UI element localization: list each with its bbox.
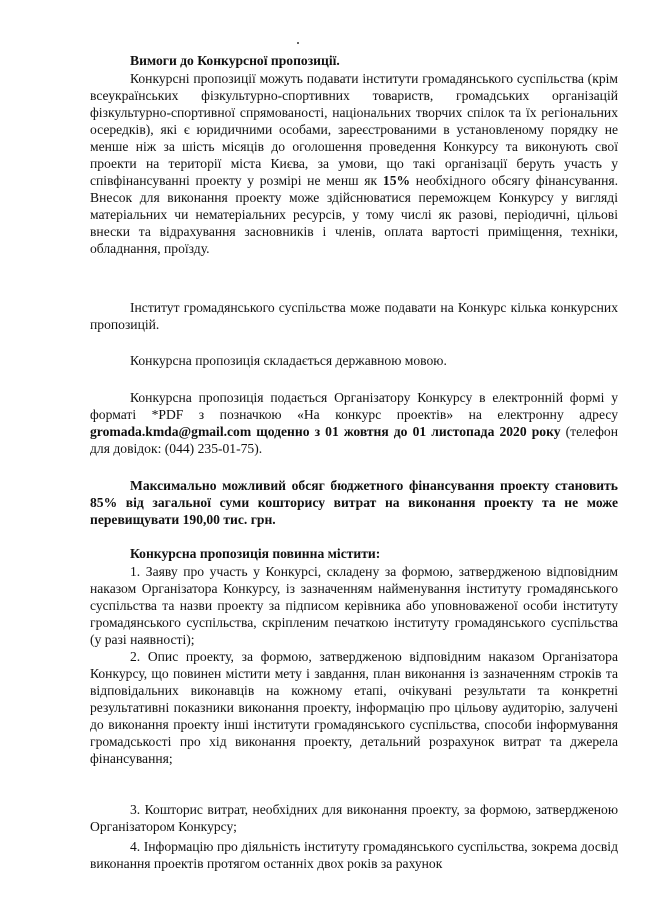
para1-percent: 15%: [382, 173, 411, 188]
paragraph-submission: [90, 389, 618, 457]
scan-speck: [297, 42, 299, 44]
para1-part1: Конкурсні пропозиції можуть подавати інститути громадянського суспільства (крім всеукраїнських фізкультурно-спортивних товариств, громадських організацій фізкультурно-спортивної спрямованості, національних творчих спілок та їх регіональних осередків), які є юридичними особами, зареєстрованими в установленому порядку не менше ніж за шість місяців до оголошення проведення Конкурсу та виконують свої проекти на території міста Києва, за умови, що такі організації беруть участь у співфінансуванні проекту у розмірі не менш як: [90, 71, 618, 188]
list-item-project-description: 2. Опис проекту, за формою, затвердженою відповідним наказом Організатора Конкурсу, що повинен містити мету і завдання, план виконання із зазначенням строків та відповідальних виконавців на кожному етапі, очікувані результати та конкретні результативні показники виконання проекту, інформацію про цільову аудиторію, залучені до виконання проекту інші інститути громадянського суспільства, способи інформування громадськості про хід виконання проекту, детальний розрахунок витрат та джерела фінансування;: [90, 649, 618, 766]
paragraph-eligibility: [90, 70, 618, 257]
submission-dates: щоденно з 01 жовтня до 01 листопада 2020 року: [251, 424, 561, 439]
email-address: gromada.kmda@gmail.com: [90, 424, 252, 439]
list-item-application: 1. Заяву про участь у Конкурсі, складену за формою, затвердженою відповідним наказом Організатора Конкурсу, із зазначенням найменування інституту громадянського суспільства та назви проекту за підписом керівника або уповноваженої особи інституту громадянського суспільства, скріпленим печаткою інституту громадянського суспільства (у разі наявності);: [90, 564, 618, 647]
paragraph-multiple-proposals: Інститут громадянського суспільства може подавати на Конкурс кілька конкурсних пропозицій.: [90, 300, 618, 332]
paragraph-language: Конкурсна пропозиція складається державною мовою.: [130, 353, 447, 368]
phone-info: (телефон для довідок: (044) 235-01-75).: [90, 424, 619, 456]
list-item-budget: 3. Кошторис витрат, необхідних для виконання проекту, за формою, затвердженою Організатором Конкурсу;: [90, 802, 618, 834]
heading-requirements: Вимоги до Конкурсної пропозиції.: [130, 53, 340, 68]
paragraph-max-funding: Максимально можливий обсяг бюджетного фінансування проекту становить 85% від загальної суми кошторису витрат на виконання проекту та не може перевищувати 190,00 тис. грн.: [90, 478, 618, 527]
para4-part1: Конкурсна пропозиція подається Організатору Конкурсу в електронній формі у форматі *PDF з позначкою «На конкурс проектів» на електронну адресу: [90, 390, 618, 422]
list-item-activity-info: 4. Інформацію про діяльність інституту громадянського суспільства, зокрема досвід виконання проектів протягом останніх двох років за рахунок: [90, 839, 618, 871]
heading-contents: Конкурсна пропозиція повинна містити:: [130, 546, 381, 561]
para1-part2: необхідного обсягу фінансування. Внесок для виконання проекту може здійснюватися переможцем Конкурсу у вигляді матеріальних чи нематеріальних ресурсів, у тому числі як разові, періодичні, цільові внески та відрахування засновників і членів, оплата вартості приміщення, техніки, обладнання, проїзду.: [90, 173, 618, 256]
